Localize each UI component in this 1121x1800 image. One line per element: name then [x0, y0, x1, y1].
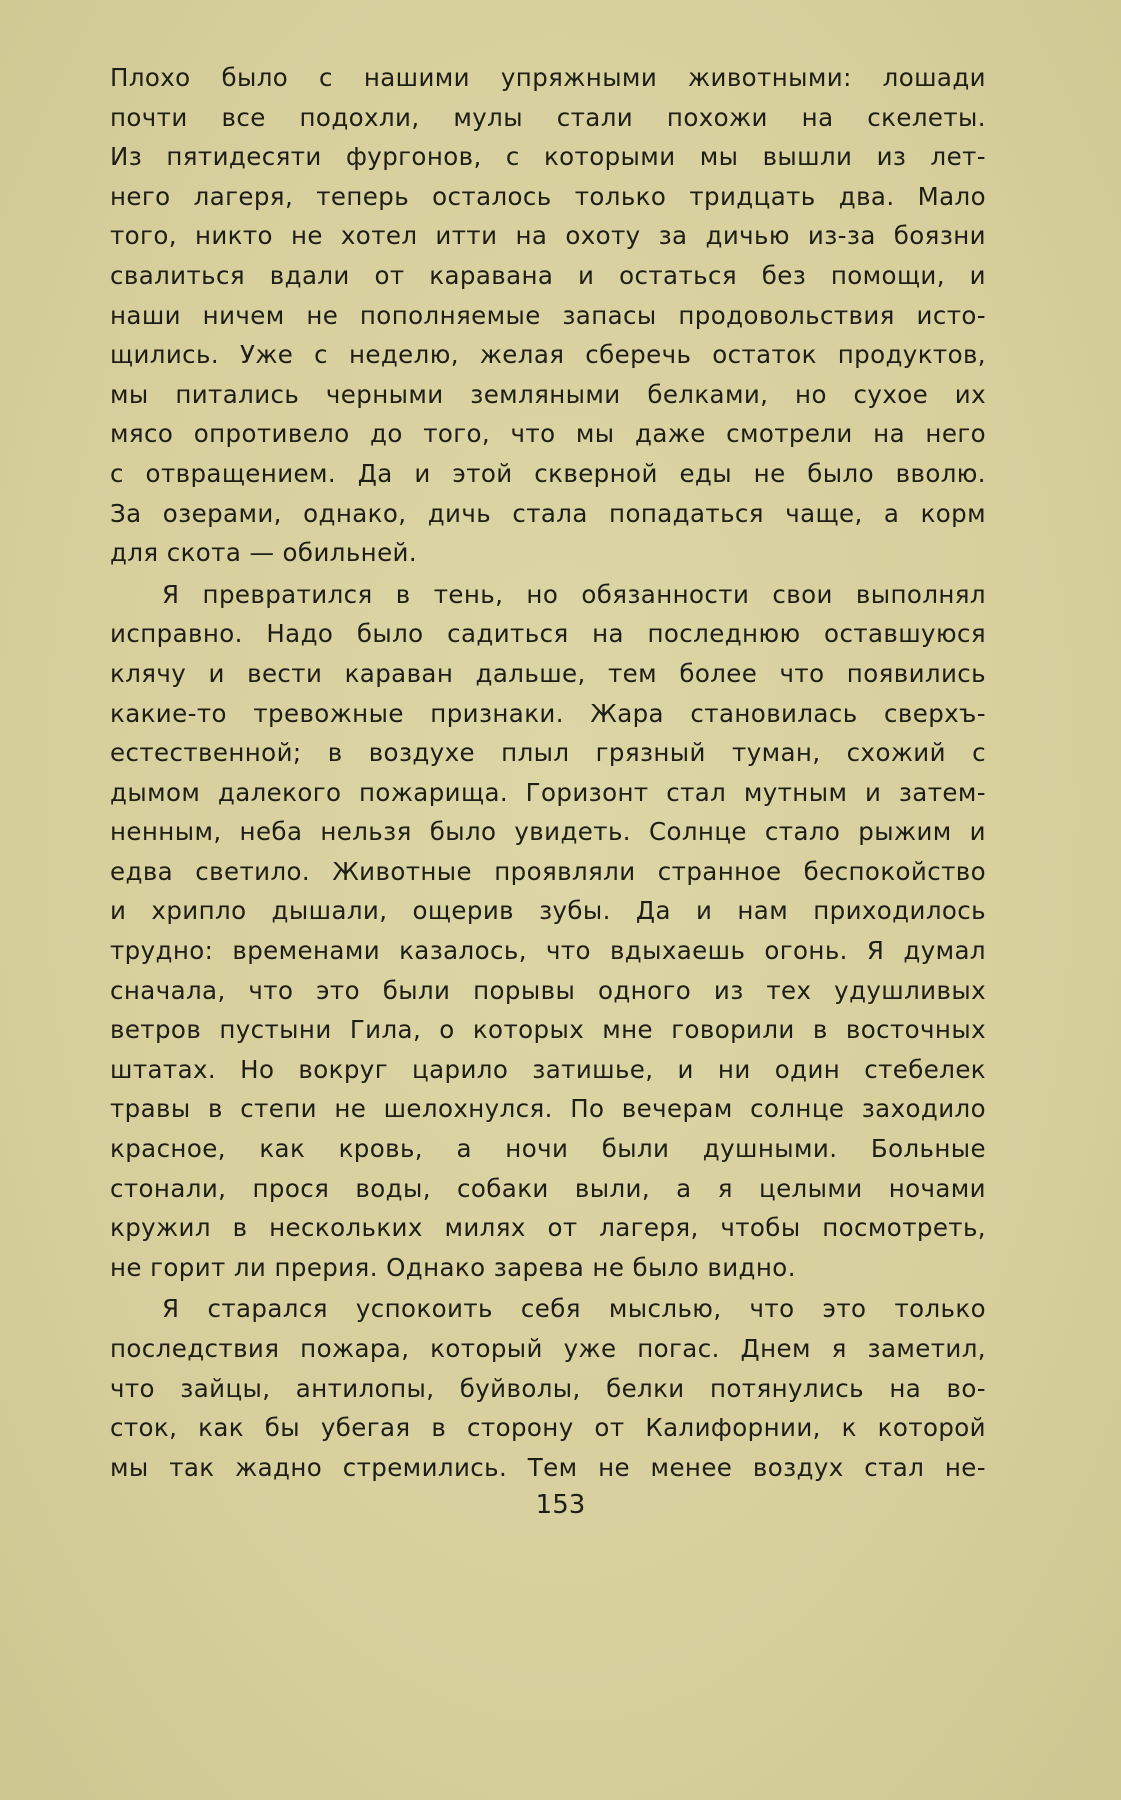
text-line: травы в степи не шелохнулся. По вечерам солнце заходило — [110, 1094, 986, 1124]
paragraph-2 — [110, 575, 986, 1288]
body-text — [110, 58, 986, 1487]
text-line: дымом далекого пожарища. Горизонт стал мутным и затем- — [110, 777, 986, 807]
paragraph-3 — [110, 1289, 986, 1487]
text-line: мясо опротивело до того, что мы даже смотрели на него — [110, 419, 986, 449]
text-line: того, никто не хотел итти на охоту за дичью из-за боязни — [110, 221, 986, 251]
text-line: ветров пустыни Гила, о которых мне говорили в восточных — [110, 1015, 986, 1045]
text-line: сначала, что это были порывы одного из тех удушливых — [110, 975, 986, 1005]
text-line: кружил в нескольких милях от лагеря, чтобы посмотреть, — [110, 1213, 986, 1243]
text-line: ненным, неба нельзя было увидеть. Солнце стало рыжим и — [110, 817, 986, 847]
text-line: для скота — обильней. — [110, 538, 418, 568]
text-line: Я превратился в тень, но обязанности свои выполнял — [162, 579, 986, 609]
text-line: клячу и вести караван дальше, тем более что появились — [110, 658, 986, 688]
text-line: Из пятидесяти фургонов, с которыми мы вышли из лет- — [110, 142, 986, 172]
text-line: щились. Уже с неделю, желая сберечь остаток продуктов, — [110, 340, 986, 370]
text-line: исправно. Надо было садиться на последнюю оставшуюся — [110, 619, 986, 649]
text-line: что зайцы, антилопы, буйволы, белки потянулись на во- — [110, 1373, 986, 1403]
text-line: и хрипло дышали, ощерив зубы. Да и нам приходилось — [110, 896, 986, 926]
text-line: наши ничем не пополняемые запасы продовольствия исто- — [110, 300, 986, 330]
text-line: почти все подохли, мулы стали похожи на скелеты. — [110, 102, 986, 132]
text-line: какие-то тревожные признаки. Жара становилась сверхъ- — [110, 698, 986, 728]
text-line: едва светило. Животные проявляли странное беспокойство — [110, 856, 986, 886]
text-line: с отвращением. Да и этой скверной еды не было вволю. — [110, 458, 986, 488]
paragraph-1 — [110, 58, 986, 573]
text-line: Я старался успокоить себя мыслью, что это только — [162, 1294, 986, 1324]
text-line: мы так жадно стремились. Тем не менее воздух стал не- — [110, 1452, 986, 1482]
text-line: Плохо было с нашими упряжными животными: лошади — [110, 63, 986, 92]
text-line: штатах. Но вокруг царило затишье, и ни один стебелек — [110, 1054, 986, 1084]
text-line: последствия пожара, который уже погас. Днем я заметил, — [110, 1334, 986, 1363]
text-line: трудно: временами казалось, что вдыхаешь огонь. Я думал — [110, 936, 986, 966]
text-line: свалиться вдали от каравана и остаться без помощи, и — [110, 260, 986, 290]
text-line: мы питались черными земляными белками, но сухое их — [110, 379, 986, 409]
text-line: За озерами, однако, дичь стала попадаться чаще, а корм — [110, 498, 986, 528]
page-number: 153 — [535, 1490, 586, 1520]
text-line: естественной; в воздухе плыл грязный туман, схожий с — [110, 738, 986, 768]
text-line: стонали, прося воды, собаки выли, а я целыми ночами — [110, 1173, 986, 1203]
text-line: него лагеря, теперь осталось только тридцать два. Мало — [110, 181, 986, 211]
text-line: красное, как кровь, а ночи были душными. Больные — [110, 1134, 986, 1164]
text-line: сток, как бы убегая в сторону от Калифорнии, к которой — [110, 1413, 986, 1443]
text-line: не горит ли прерия. Однако зарева не было видно. — [110, 1252, 796, 1282]
